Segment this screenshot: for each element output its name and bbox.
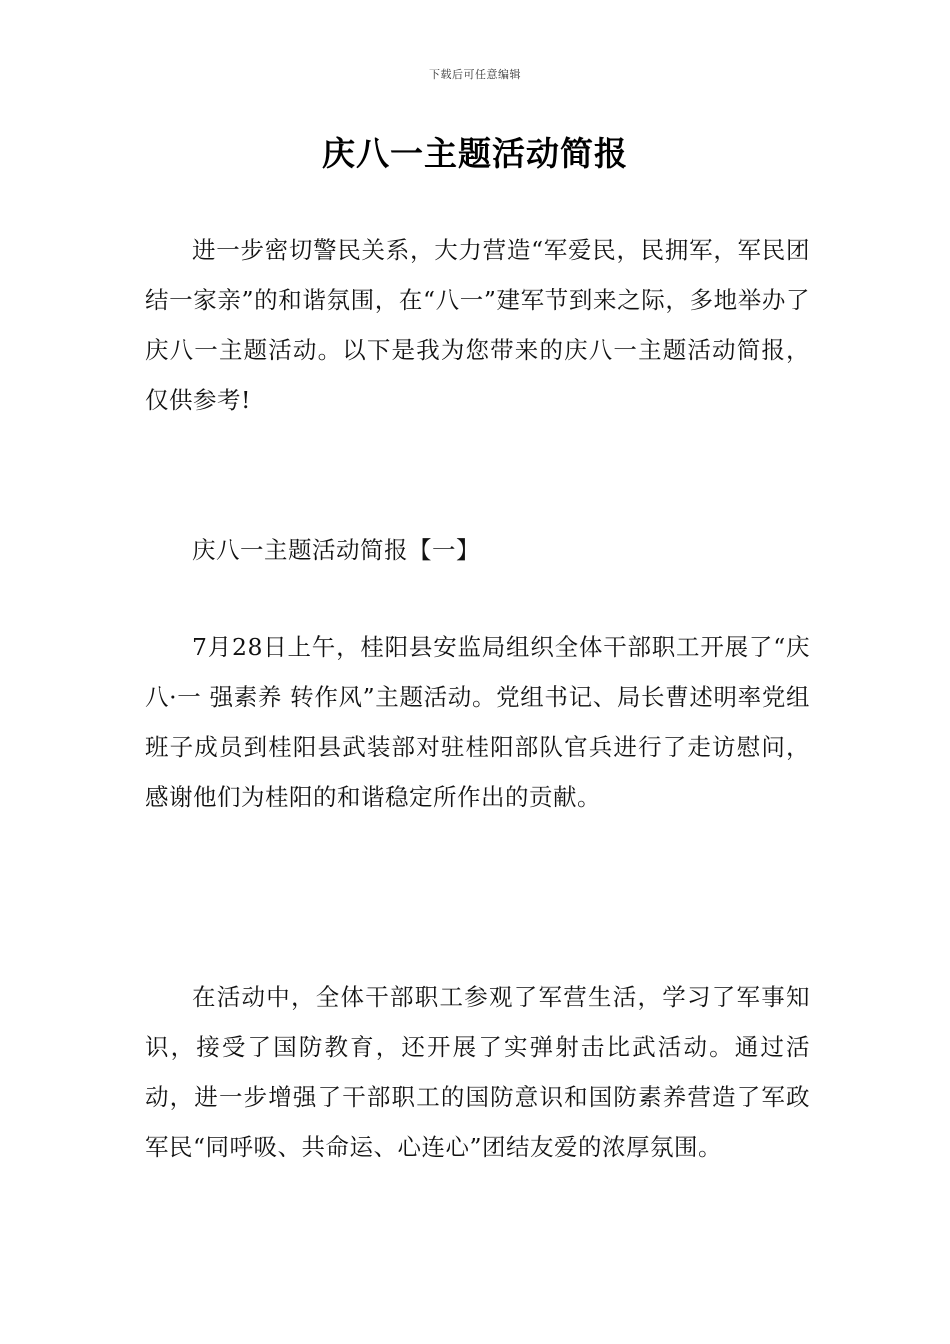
- body-paragraph-1: 7月28日上午，桂阳县安监局组织全体干部职工开展了“庆八·一 强素养 转作风”主题活动。党组书记、局长曹述明率党组班子成员到桂阳县武装部对驻桂阳部队官兵进行了走访慰问，感谢他们为桂阳的和谐稳定所作出的贡献。: [145, 633, 810, 811]
- intro-paragraph: 进一步密切警民关系，大力营造“军爱民，民拥军，军民团结一家亲”的和谐氛围，在“八一”建军节到来之际，多地举办了庆八一主题活动。以下是我为您带来的庆八一主题活动简报，仅供参考!: [145, 236, 810, 414]
- body-paragraph-2: 在活动中，全体干部职工参观了军营生活，学习了军事知识，接受了国防教育，还开展了实弹射击比武活动。通过活动，进一步增强了干部职工的国防意识和国防素养营造了军政军民“同呼吸、共命运、心连心”团结友爱的浓厚氛围。: [145, 983, 810, 1161]
- section-heading: 庆八一主题活动简报【一】: [192, 536, 480, 564]
- header-note: 下载后可任意编辑: [429, 68, 521, 81]
- document-title: 庆八一主题活动简报: [322, 134, 628, 173]
